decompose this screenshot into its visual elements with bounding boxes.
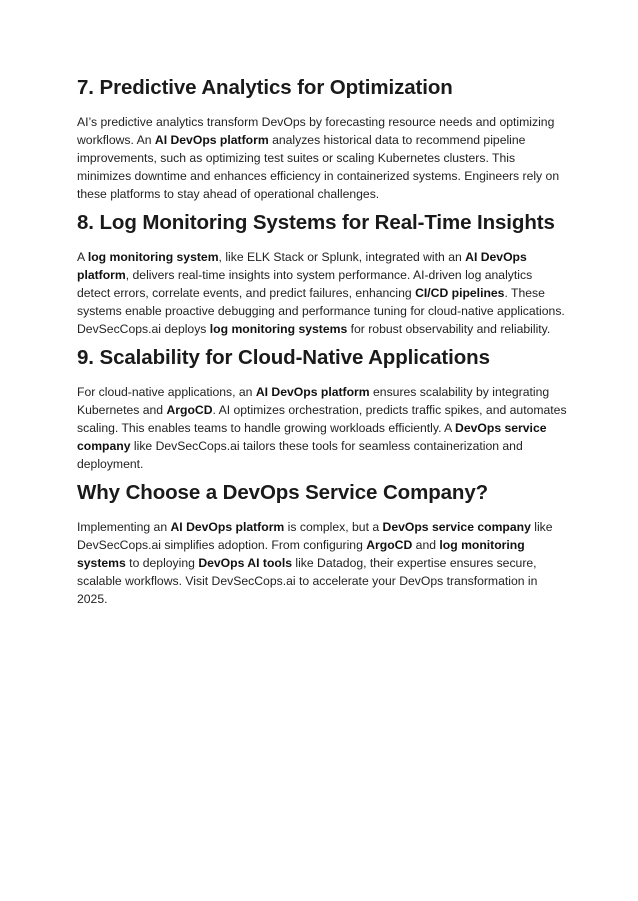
text-run: Implementing an (77, 520, 171, 534)
section-heading: 9. Scalability for Cloud-Native Applications (77, 346, 490, 369)
bold-term: AI DevOps platform (154, 133, 269, 148)
section-paragraph (77, 383, 567, 473)
section-paragraph (77, 113, 567, 203)
text-run: and (412, 538, 440, 553)
text-run: is complex, but a (284, 520, 383, 534)
text-run: analyzes historical data to recommend pipeline improvements, such as optimizing test suites or scaling Kubernetes clusters. This minimizes downtime and enhances efficiency in containerized systems. Engineers rely on these platforms to stay ahead of operational challenges. (77, 133, 560, 202)
bold-term: log monitoring systems (77, 538, 525, 571)
text-run: , like ELK Stack or Splunk, integrated with an (218, 250, 466, 264)
section-heading: Why Choose a DevOps Service Company? (77, 481, 489, 504)
bold-term: AI DevOps platform (77, 250, 527, 283)
section-paragraph (77, 248, 567, 338)
section-heading: 8. Log Monitoring Systems for Real-Time Insights (77, 211, 555, 234)
bold-term: CI/CD pipelines (415, 286, 505, 301)
section-paragraph (77, 518, 567, 608)
section-scalability (77, 345, 567, 473)
text-run: like DevSecCops.ai simplifies adoption. From configuring (77, 520, 553, 553)
bold-term: log monitoring system (87, 250, 219, 264)
bold-term: DevOps service company (77, 421, 547, 454)
bold-term: DevOps AI tools (198, 556, 292, 571)
section-heading: 7. Predictive Analytics for Optimization (77, 76, 453, 99)
text-run: to deploying (125, 556, 199, 571)
text-run: , delivers real-time insights into system performance. AI-driven log analytics detect errors, correlate events, and predict failures, enhancing (77, 268, 533, 301)
bold-term: DevOps service company (382, 520, 531, 534)
section-log-monitoring (77, 210, 567, 338)
section-why-choose (77, 480, 567, 608)
bold-term: ArgoCD (166, 403, 213, 418)
text-run: like Datadog, their expertise ensures secure, scalable workflows. Visit DevSecCops.ai to accelerate your DevOps transformation in 2025. (77, 556, 538, 607)
bold-term: ArgoCD (366, 538, 413, 553)
text-run: AI’s predictive analytics transform DevOps by forecasting resource needs and optimizing workflows. An (77, 115, 555, 148)
text-run: like DevSecCops.ai tailors these tools for seamless containerization and deployment. (77, 439, 523, 472)
text-run: for robust observability and reliability. (347, 322, 551, 337)
bold-term: log monitoring systems (209, 322, 348, 337)
text-run: For cloud-native applications, an (77, 385, 256, 399)
text-run: . These systems enable proactive debugging and performance tuning for cloud-native applications. DevSecCops.ai deploys (77, 286, 565, 337)
text-run: ensures scalability by integrating Kubernetes and (77, 385, 550, 418)
bold-term: AI DevOps platform (255, 385, 370, 399)
text-run: A (77, 250, 88, 264)
text-run: . AI optimizes orchestration, predicts traffic spikes, and automates scaling. This enables teams to handle growing workloads efficiently. A (77, 403, 567, 436)
bold-term: AI DevOps platform (170, 520, 285, 534)
section-predictive-analytics (77, 75, 567, 203)
